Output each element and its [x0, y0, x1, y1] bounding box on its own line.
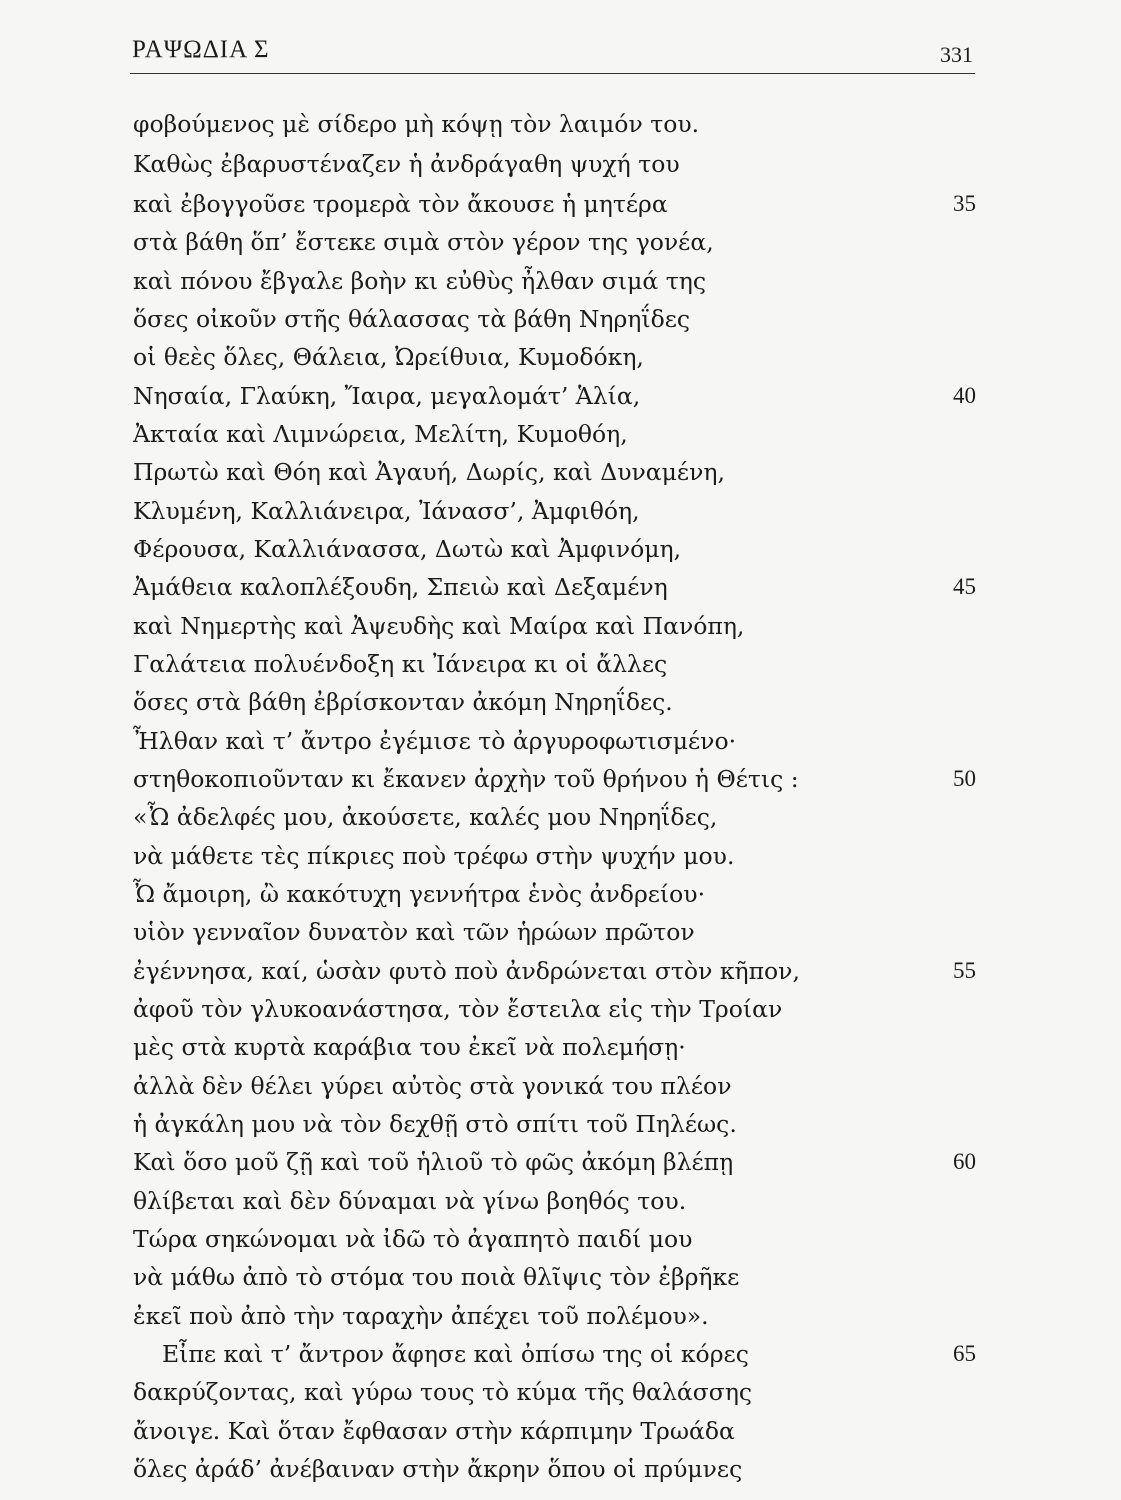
verse-line: ἐγέννησα, καί, ὡσὰν φυτὸ ποὺ ἀνδρώνεται στὸν κῆπον,: [133, 957, 800, 985]
verse-line: ἐκεῖ ποὺ ἀπὸ τὴν ταραχὴν ἀπέχει τοῦ πολέμου».: [133, 1302, 709, 1330]
verse-line: θλίβεται καὶ δὲν δύναμαι νὰ γίνω βοηθός του.: [133, 1187, 687, 1215]
verse-line: στὰ βάθη ὅπ’ ἔστεκε σιμὰ στὸν γέρον της γονέα,: [133, 228, 714, 256]
verse-line: Καὶ ὅσο μοῦ ζῇ καὶ τοῦ ἡλιοῦ τὸ φῶς ἀκόμη βλέπῃ: [133, 1148, 734, 1176]
verse-line: Νησαία, Γλαύκη, Ἴαιρα, μεγαλομάτ’ Ἁλία,: [133, 382, 641, 410]
verse-line: ἡ ἀγκάλη μου νὰ τὸν δεχθῇ στὸ σπίτι τοῦ Πηλέως.: [133, 1110, 737, 1138]
line-number: 45: [953, 574, 976, 599]
verse-line: μὲς στὰ κυρτὰ καράβια του ἐκεῖ νὰ πολεμήσῃ·: [133, 1033, 686, 1061]
line-number: 60: [953, 1149, 976, 1174]
verse-line: Φέρουσα, Καλλιάνασσα, Δωτὼ καὶ Ἀμφινόμη,: [133, 535, 682, 563]
line-number: 35: [953, 191, 976, 216]
verse-line: φοβούμενος μὲ σίδερο μὴ κόψῃ τὸν λαιμόν του.: [133, 110, 700, 138]
verse-line: Ἀμάθεια καλοπλέξουδη, Σπειὼ καὶ Δεξαμένη: [133, 573, 668, 601]
verse-line: υἱὸν γενναῖον δυνατὸν καὶ τῶν ἡρώων πρῶτον: [133, 918, 695, 946]
verse-line: δακρύζοντας, καὶ γύρω τους τὸ κύμα τῆς θαλάσσης: [133, 1378, 753, 1406]
page-number: 331: [940, 42, 973, 67]
chapter-title: ΡΑΨΩΔΙΑ Σ: [132, 36, 270, 63]
verse-line: καὶ πόνου ἔβγαλε βοὴν κι εὐθὺς ἦλθαν σιμά της: [133, 267, 706, 295]
verse-line: ὅσες οἰκοῦν στῆς θάλασσας τὰ βάθη Νηρηΐδες: [133, 305, 691, 333]
line-number: 50: [953, 766, 976, 791]
verse-line: Εἶπε καὶ τ’ ἄντρον ἄφησε καὶ ὀπίσω της οἱ κόρες: [162, 1340, 749, 1368]
verse-line: Ἦλθαν καὶ τ’ ἄντρο ἐγέμισε τὸ ἀργυροφωτισμένο·: [133, 727, 737, 755]
verse-line: νὰ μάθετε τὲς πίκριες ποὺ τρέφω στὴν ψυχήν μου.: [133, 842, 735, 870]
verse-line: «Ὦ ἀδελφές μου, ἀκούσετε, καλές μου Νηρηΐδες,: [133, 803, 718, 831]
verse-line: οἱ θεὲς ὅλες, Θάλεια, Ὠρείθυια, Κυμοδόκη,: [133, 343, 644, 371]
verse-line: νὰ μάθω ἀπὸ τὸ στόμα του ποιὰ θλῖψις τὸν ἐβρῆκε: [133, 1263, 740, 1291]
verse-line: ἀφοῦ τὸν γλυκοανάστησα, τὸν ἔστειλα εἰς τὴν Τροίαν: [133, 995, 783, 1023]
verse-line: ἀλλὰ δὲν θέλει γύρει αὐτὸς στὰ γονικά του πλέον: [133, 1072, 732, 1100]
verse-line: ὅλες ἀράδ’ ἀνέβαιναν στὴν ἄκρην ὅπου οἱ πρύμνες: [133, 1455, 743, 1483]
verse-line: Πρωτὼ καὶ Θόη καὶ Ἀγαυή, Δωρίς, καὶ Δυναμένη,: [133, 458, 725, 486]
verse-line: καὶ Νημερτὴς καὶ Ἀψευδὴς καὶ Μαίρα καὶ Πανόπη,: [133, 612, 745, 640]
verse-line: Τώρα σηκώνομαι νὰ ἰδῶ τὸ ἀγαπητὸ παιδί μου: [133, 1225, 693, 1253]
verse-line: Γαλάτεια πολυένδοξη κι Ἰάνειρα κι οἱ ἄλλες: [133, 650, 668, 678]
verse-line: στηθοκοπιοῦνταν κι ἔκανεν ἀρχὴν τοῦ θρήνου ἡ Θέτις :: [133, 765, 799, 793]
verse-line: Ὦ ἄμοιρη, ὢ κακότυχη γεννήτρα ἑνὸς ἀνδρείου·: [133, 880, 706, 908]
line-number: 40: [953, 383, 976, 408]
line-number: 65: [953, 1341, 976, 1366]
verse-line: Κλυμένη, Καλλιάνειρα, Ἰάνασσ’, Ἀμφιθόη,: [133, 497, 640, 525]
verse-line: Ἀκταία καὶ Λιμνώρεια, Μελίτη, Κυμοθόη,: [133, 420, 628, 448]
line-number: 55: [953, 958, 976, 983]
verse-line: ὅσες στὰ βάθη ἐβρίσκονταν ἀκόμη Νηρηΐδες.: [133, 688, 673, 716]
verse-line: καὶ ἐβογγοῦσε τρομερὰ τὸν ἄκουσε ἡ μητέρα: [133, 190, 668, 218]
verse-line: Καθὼς ἐβαρυστέναζεν ἡ ἀνδράγαθη ψυχή του: [133, 150, 680, 178]
verse-line: ἄνοιγε. Καὶ ὅταν ἔφθασαν στὴν κάρπιμην Τρωάδα: [133, 1417, 735, 1445]
